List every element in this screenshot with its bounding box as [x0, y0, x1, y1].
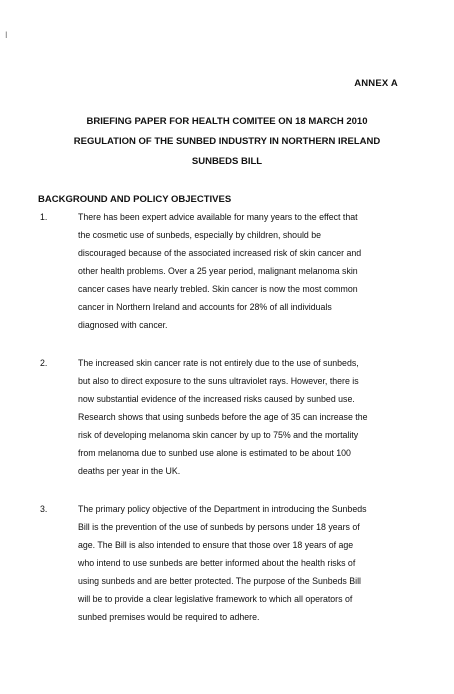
text-line: discouraged because of the associated increased risk of skin cancer and [78, 248, 362, 258]
text-line: risk of developing melanoma skin cancer by up to 75% and the mortality [78, 430, 359, 440]
section-heading: BACKGROUND AND POLICY OBJECTIVES [38, 194, 232, 205]
document-title [0, 112, 454, 172]
text-line: The increased skin cancer rate is not entirely due to the use of sunbeds, [78, 358, 359, 368]
title-line: REGULATION OF THE SUNBED INDUSTRY IN NORTHERN IRELAND [73, 136, 381, 147]
numbered-paragraph [38, 500, 408, 626]
text-line: the cosmetic use of sunbeds, especially by children, should be [78, 230, 322, 240]
text-line: now substantial evidence of the increased risks caused by sunbed use. [78, 394, 355, 404]
text-line: deaths per year in the UK. [78, 466, 181, 476]
paragraph-number: 3. [40, 504, 48, 514]
paragraph-text [78, 500, 408, 626]
text-line: who intend to use sunbeds are better informed about the health risks of [78, 558, 356, 568]
annex-label: ANNEX A [354, 78, 398, 89]
text-line: cancer cases have nearly trebled. Skin cancer is now the most common [78, 284, 358, 294]
text-line: but also to direct exposure to the suns ultraviolet rays. However, there is [78, 376, 359, 386]
text-line: sunbed premises would be required to adhere. [78, 612, 260, 622]
text-line: There has been expert advice available for many years to the effect that [78, 212, 358, 222]
text-line: Research shows that using sunbeds before the age of 35 can increase the [78, 412, 368, 422]
paragraph-text [78, 208, 408, 334]
paragraph-text [78, 354, 408, 480]
title-line: BRIEFING PAPER FOR HEALTH COMITEE ON 18 MARCH 2010 [86, 116, 368, 127]
paragraph-number: 1. [40, 212, 48, 222]
text-line: using sunbeds and are better protected. The purpose of the Sunbeds Bill [78, 576, 361, 586]
text-line: from melanoma due to sunbed use alone is estimated to be about 100 [78, 448, 351, 458]
paragraph-number: 2. [40, 358, 48, 368]
text-line: The primary policy objective of the Department in introducing the Sunbeds [78, 504, 367, 514]
text-line: Bill is the prevention of the use of sunbeds by persons under 18 years of [78, 522, 360, 532]
numbered-paragraph [38, 208, 408, 334]
text-line: diagnosed with cancer. [78, 320, 168, 330]
stray-mark: I [5, 30, 8, 40]
title-line: SUNBEDS BILL [191, 156, 263, 167]
text-line: age. The Bill is also intended to ensure that those over 18 years of age [78, 540, 354, 550]
text-line: other health problems. Over a 25 year period, malignant melanoma skin [78, 266, 358, 276]
text-line: cancer in Northern Ireland and accounts for 28% of all individuals [78, 302, 332, 312]
numbered-paragraph [38, 354, 408, 480]
text-line: will be to provide a clear legislative framework to which all operators of [78, 594, 353, 604]
